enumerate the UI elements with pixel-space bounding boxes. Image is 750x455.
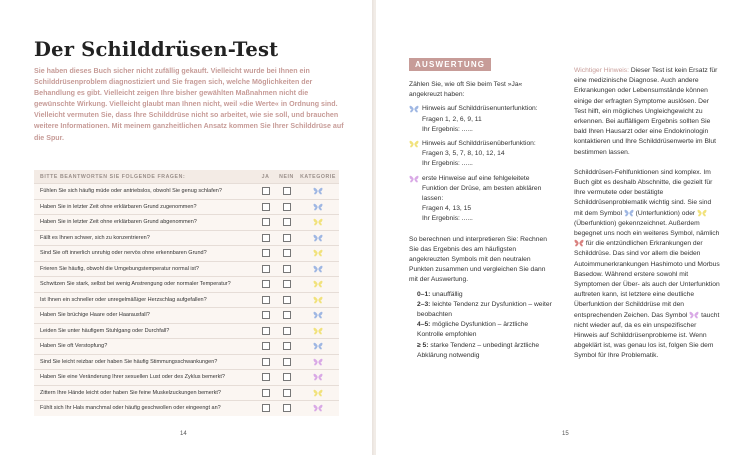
calc-text: So berechnen und interpretieren Sie: Rechnen Sie das Ergebnis des am häufigsten angekreuzten Symbols mit den neutralen Punkten zusammen und vergleichen Sie dann mit der Auswertung. [409,235,547,284]
table-row [34,354,339,370]
table-row [34,292,339,308]
question-text: Fällt es Ihnen schwer, sich zu konzentrieren? [40,234,150,241]
table-row [34,400,339,416]
yes-checkbox[interactable] [255,249,276,257]
category-cell [297,280,339,288]
yes-checkbox[interactable] [255,296,276,304]
notes-column [574,66,720,372]
butterfly-icon [624,209,634,217]
scale-item [409,290,554,300]
butterfly-icon [313,311,323,319]
scale-item [409,300,554,320]
yes-checkbox[interactable] [255,327,276,335]
scale-item [409,320,554,340]
hint-paragraph [574,66,720,158]
butterfly-icon [313,265,323,273]
table-row [34,323,339,339]
table-row [34,369,339,385]
scale-list [409,290,554,361]
question-text: Haben Sie eine Veränderung Ihrer sexuellen Lust oder des Zyklus bemerkt? [40,374,225,381]
no-checkbox[interactable] [276,311,297,319]
question-text: Fühlt sich Ihr Hals manchmal oder häufig geschwollen oder eingeengt an? [40,405,221,412]
no-checkbox[interactable] [276,404,297,412]
category-cell [297,404,339,412]
header-question: BITTE BEANTWORTEN SIE FOLGENDE FRAGEN: [40,173,186,180]
butterfly-icon [574,239,584,247]
butterfly-icon [313,187,323,195]
category-cell [297,265,339,273]
no-checkbox[interactable] [276,342,297,350]
scale-item [409,341,554,361]
butterfly-icon [313,389,323,397]
category-cell [297,389,339,397]
table-row [34,307,339,323]
scale-text: unauffällig [432,290,463,298]
symbols-text-a: Schilddrüsen-Fehlfunktionen sind komplex. Im Buch gibt es deshalb Abschnitte, die gezielt für Ihre vermutete oder bestätigte Schilddrüsenproblematik wichtig sind. Sie sind mit dem Symbol [574,168,713,217]
scale-text: starke Tendenz – unbedingt ärztliche Abklärung notwendig [417,341,540,359]
intro-text: Sie haben dieses Buch sicher nicht zufällig gekauft. Vielleicht wurde bei Ihnen ein Schilddrüsenproblem diagnostiziert und Sie fragen sich, welche Möglichkeiten der Behandlung es gibt. Vielleicht zeigen Ihre bisher gewählten Maßnahmen nicht die gewünschte Wirkung. Vielleicht glaubt man Ihnen nicht, weil »die Werte« in Ordnung sind. Vielleicht vermuten Sie, dass Ihre Schilddrüse nicht so arbeitet, wie sie soll, und brauchen weitere Informationen. Mit meinem ganzheitlichen Ansatz kommen Sie Ihrer Schilddrüse auf die Spur. [34,67,344,142]
butterfly-icon [313,234,323,242]
question-text: Ist Ihnen ein schneller oder unregelmäßiger Herzschlag aufgefallen? [40,296,207,303]
table-row [34,230,339,246]
yes-checkbox[interactable] [255,218,276,226]
yes-checkbox[interactable] [255,187,276,195]
category-cell [297,187,339,195]
scale-text: mögliche Dysfunktion – ärztliche Kontrolle empfohlen [417,321,529,339]
question-text: Schwitzen Sie stark, selbst bei wenig Anstrengung oder normaler Temperatur? [40,281,231,288]
table-row [34,338,339,354]
table-row [34,214,339,230]
no-checkbox[interactable] [276,265,297,273]
butterfly-icon [409,105,419,113]
scale-range: 4–5: [417,321,431,329]
table-header [34,170,339,183]
symbols-text-e: taucht nicht wieder auf, da es ein unspezifischer Hinweis auf Schilddrüsenprobleme ist. Wenn abgeklärt ist, was genau los ist, folgen Sie dem Symbol für Ihre Problematik. [574,311,720,360]
pink-result: Ihr Ergebnis: ...... [422,215,473,223]
question-text: Sind Sie leicht reizbar oder haben Sie häufig Stimmungsschwankungen? [40,358,218,365]
no-checkbox[interactable] [276,373,297,381]
butterfly-icon [313,358,323,366]
yellow-result: Ihr Ergebnis: ...... [422,160,473,168]
question-text: Leiden Sie unter häufigem Stuhlgang oder Durchfall? [40,327,170,334]
category-cell [297,249,339,257]
count-intro: Zählen Sie, wie oft Sie beim Test »Ja« angekreuzt haben: [409,81,523,99]
pink-label: erste Hinweise auf eine fehlgeleitete Funktion der Drüse, am besten abklären lassen: [422,174,542,203]
butterfly-icon [313,327,323,335]
yellow-label: Hinweis auf Schilddrüsenüberfunktion: [422,140,536,148]
no-checkbox[interactable] [276,296,297,304]
question-text: Frieren Sie häufig, obwohl die Umgebungstemperatur normal ist? [40,265,199,272]
yes-checkbox[interactable] [255,280,276,288]
category-cell [297,218,339,226]
evaluation-badge: AUSWERTUNG [409,58,491,71]
yes-checkbox[interactable] [255,203,276,211]
yes-checkbox[interactable] [255,373,276,381]
question-text: Fühlen Sie sich häufig müde oder antriebslos, obwohl Sie genug schlafen? [40,188,222,195]
yes-checkbox[interactable] [255,311,276,319]
table-row [34,183,339,199]
page-number-right: 15 [562,431,569,437]
table-row [34,245,339,261]
table-row [34,261,339,277]
question-text: Zittern Ihre Hände leicht oder haben Sie feine Muskelzuckungen bemerkt? [40,389,221,396]
hint-label: Wichtiger Hinweis: [574,67,629,74]
scale-range: 0–1: [417,290,431,298]
butterfly-icon [313,373,323,381]
yes-checkbox[interactable] [255,358,276,366]
evaluation-column [409,80,554,361]
no-checkbox[interactable] [276,280,297,288]
blue-result: Ihr Ergebnis: ...... [422,125,473,133]
no-checkbox[interactable] [276,327,297,335]
no-checkbox[interactable] [276,234,297,242]
header-category: KATEGORIE [300,173,336,180]
table-row [34,276,339,292]
pink-group [409,174,554,205]
yes-checkbox[interactable] [255,234,276,242]
butterfly-icon [409,175,419,183]
table-body [34,183,339,416]
right-page [376,0,750,455]
category-cell [297,327,339,335]
question-text: Haben Sie oft Verstopfung? [40,343,108,350]
butterfly-icon [313,203,323,211]
scale-range: ≥ 5: [417,341,429,349]
left-page [0,0,374,455]
table-row [34,199,339,215]
butterfly-icon [313,404,323,412]
no-checkbox[interactable] [276,203,297,211]
page-title: Der Schilddrüsen-Test [34,38,279,61]
questionnaire-table [34,170,339,416]
category-cell [297,234,339,242]
category-cell [297,296,339,304]
category-cell [297,358,339,366]
butterfly-icon [409,140,419,148]
header-no: NEIN [279,173,294,180]
yes-checkbox[interactable] [255,404,276,412]
hint-text: Dieser Test ist kein Ersatz für eine medizinische Diagnose. Auch andere Erkrankungen oder Lebensumstände können einige der erfragten Symptome auslösen. Der Test hilft, ein mögliches Ungleichgewicht zu erkennen. Bei auffälligem Ergebnis sollten Sie bald Ihren Hausarzt oder eine Endokrinologin kontaktieren und Ihre Schilddrüsenwerte im Blut bestimmen lassen. [574,67,718,156]
butterfly-icon [313,249,323,257]
category-cell [297,203,339,211]
butterfly-icon [313,218,323,226]
no-checkbox[interactable] [276,389,297,397]
pink-questions: Fragen 4, 13, 15 [422,205,472,213]
category-cell [297,373,339,381]
no-checkbox[interactable] [276,358,297,366]
symbols-text-d: für die entzündlichen Erkrankungen der Schilddrüse. Das sind vor allem die beiden Autoimmunerkrankungen Hashimoto und Morbus Basedow. Während erstere sowohl mit Symptomen der Über- als auch der Unterfunktion auftreten kann, ist letztere eine deutliche Überfunktion der Schilddrüse mit den entsprechenden Zeichen. Das Symbol [574,240,720,319]
scale-range: 2–3: [417,300,431,308]
table-row [34,385,339,401]
yellow-group [409,139,554,149]
question-text: Haben Sie in letzter Zeit ohne erklärbaren Grund zugenommen? [40,203,197,210]
butterfly-icon [313,342,323,350]
no-checkbox[interactable] [276,249,297,257]
category-cell [297,311,339,319]
butterfly-icon [313,280,323,288]
question-text: Haben Sie in letzter Zeit ohne erklärbaren Grund abgenommen? [40,219,197,226]
page-number-left: 14 [180,431,187,437]
butterfly-icon [689,311,699,319]
yellow-questions: Fragen 3, 5, 7, 8, 10, 12, 14 [422,150,505,158]
no-checkbox[interactable] [276,218,297,226]
blue-label: Hinweis auf Schilddrüsenunterfunktion: [422,105,538,113]
question-text: Haben Sie brüchige Haare oder Haarausfall? [40,312,150,319]
symbols-text-c: (Überfunktion) gekennzeichnet. Außerdem begegnet uns noch ein weiteres Symbol, nämlich [574,219,720,238]
header-yes: JA [261,173,270,180]
no-checkbox[interactable] [276,187,297,195]
scale-text: leichte Tendenz zur Dysfunktion – weiter beobachten [417,300,552,319]
butterfly-icon [697,209,707,217]
symbols-text-b: (Unterfunktion) oder [635,209,696,217]
yes-checkbox[interactable] [255,342,276,350]
yes-checkbox[interactable] [255,389,276,397]
symbols-paragraph [574,168,720,362]
question-text: Sind Sie oft innerlich unruhig oder nervös ohne erkennbaren Grund? [40,250,207,257]
category-cell [297,342,339,350]
butterfly-icon [313,296,323,304]
blue-questions: Fragen 1, 2, 6, 9, 11 [422,115,482,123]
yes-checkbox[interactable] [255,265,276,273]
blue-group [409,104,554,114]
